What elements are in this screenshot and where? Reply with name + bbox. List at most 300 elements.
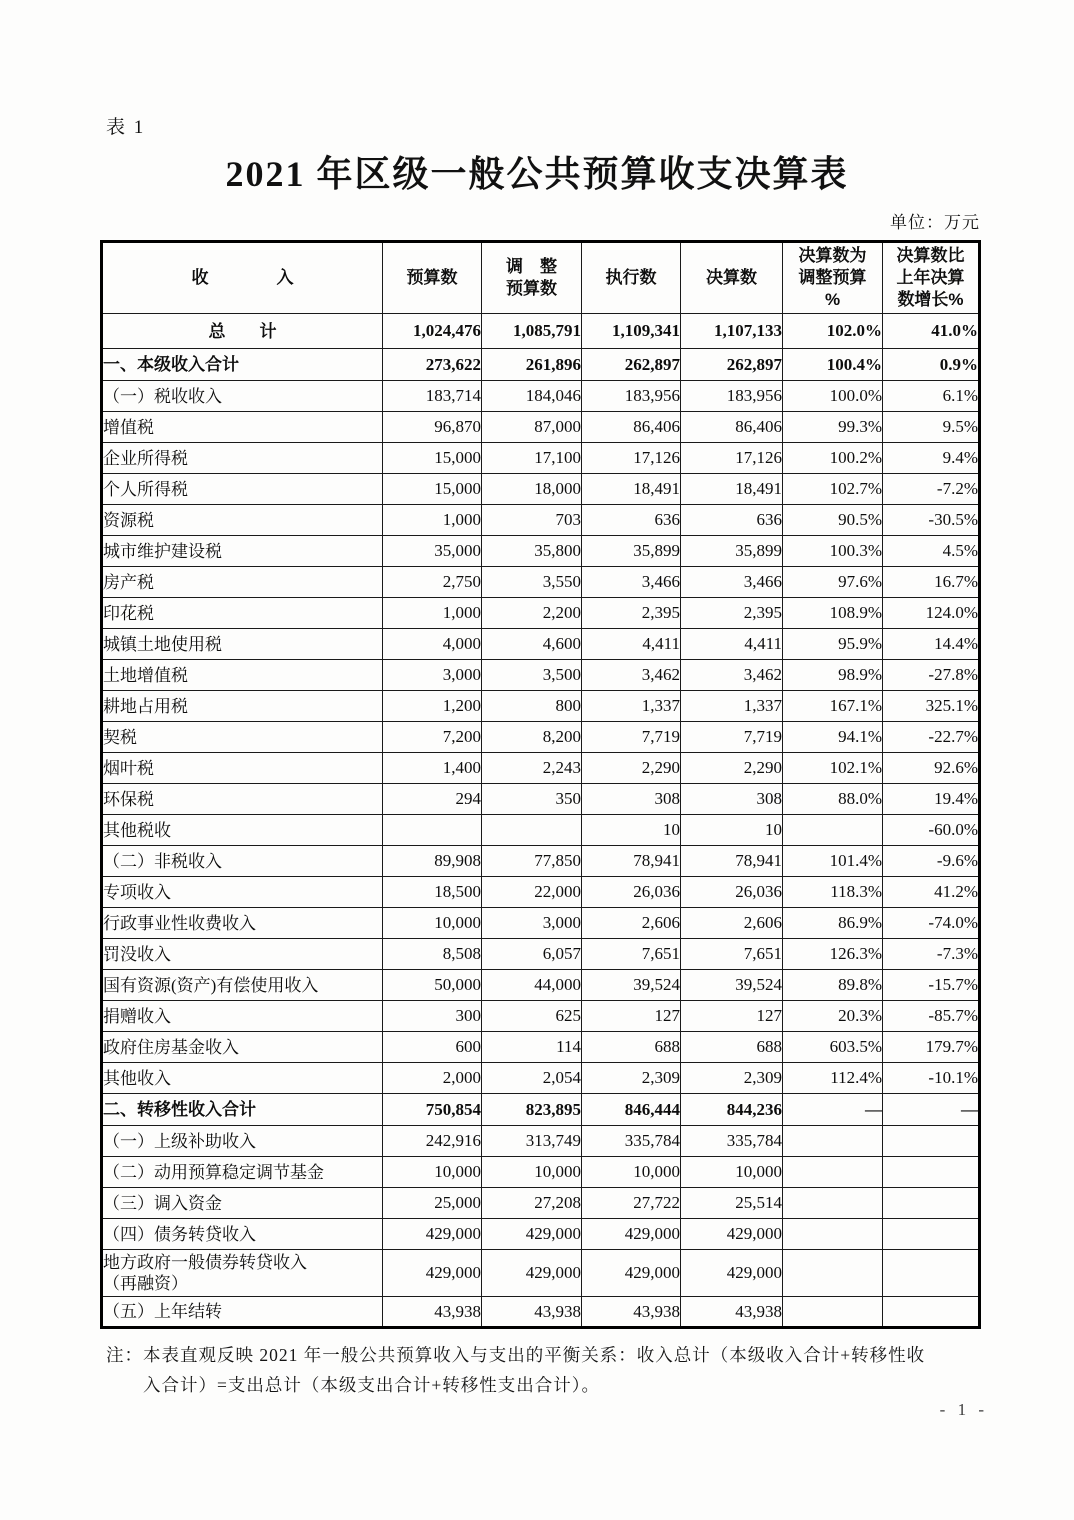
unit-label: 单位：万元	[890, 213, 980, 232]
column-header-line: 调 整	[506, 257, 557, 276]
value-cell	[783, 815, 883, 846]
column-header-line: 决算数为	[798, 246, 867, 265]
value-cell: -85.7%	[883, 1001, 980, 1032]
value-cell: 636	[681, 505, 783, 536]
table-row	[102, 349, 980, 381]
value-cell: 17,100	[482, 443, 582, 474]
value-cell: 18,000	[482, 474, 582, 505]
value-cell: 4,600	[482, 629, 582, 660]
value-cell: 2,606	[681, 908, 783, 939]
value-cell: 429,000	[482, 1250, 582, 1297]
value-cell: 86.9%	[783, 908, 883, 939]
row-label-cell	[102, 1250, 383, 1297]
row-label: （二）非税收入	[103, 851, 222, 871]
row-label-cell	[102, 970, 383, 1001]
row-label-cell	[102, 846, 383, 877]
row-label: 城市维护建设税	[103, 541, 222, 561]
value-cell: 17,126	[582, 443, 681, 474]
value-cell: 846,444	[582, 1094, 681, 1126]
row-label: 烟叶税	[103, 758, 154, 778]
table-row	[102, 1126, 980, 1157]
value-cell	[783, 1250, 883, 1297]
row-label-cell	[102, 939, 383, 970]
value-cell: 800	[482, 691, 582, 722]
column-header-line: %	[824, 290, 841, 309]
row-label: 地方政府一般债券转贷收入	[103, 1253, 307, 1272]
column-header-line: 调整预算	[798, 268, 867, 287]
value-cell: 78,941	[681, 846, 783, 877]
value-cell: 2,290	[681, 753, 783, 784]
value-cell: 300	[383, 1001, 482, 1032]
table-row	[102, 1032, 980, 1063]
value-cell: -7.2%	[883, 474, 980, 505]
value-cell: 9.4%	[883, 443, 980, 474]
value-cell: 2,290	[582, 753, 681, 784]
column-header	[482, 242, 582, 314]
row-label-cell	[102, 567, 383, 598]
row-label: 房产税	[103, 572, 154, 592]
value-cell: 50,000	[383, 970, 482, 1001]
value-cell: 4,411	[582, 629, 681, 660]
column-header-line: 决算数	[706, 268, 757, 287]
value-cell: 87,000	[482, 412, 582, 443]
row-label-cell	[102, 1063, 383, 1094]
table-row	[102, 505, 980, 536]
table-row	[102, 1094, 980, 1126]
value-cell: 429,000	[582, 1250, 681, 1297]
value-cell: 0.9%	[883, 349, 980, 381]
value-cell	[783, 1157, 883, 1188]
value-cell: 3,466	[582, 567, 681, 598]
value-cell	[883, 1188, 980, 1219]
row-label-cell	[102, 753, 383, 784]
value-cell: 2,000	[383, 1063, 482, 1094]
value-cell: 3,466	[681, 567, 783, 598]
row-label-cell	[102, 381, 383, 412]
row-label-cell	[102, 1297, 383, 1328]
table-row	[102, 660, 980, 691]
row-label-cell	[102, 443, 383, 474]
table-row	[102, 877, 980, 908]
row-label: 行政事业性收费收入	[103, 913, 256, 933]
value-cell: 112.4%	[783, 1063, 883, 1094]
row-label: 企业所得税	[103, 448, 188, 468]
footnote	[106, 1340, 992, 1400]
value-cell: 1,337	[582, 691, 681, 722]
value-cell: 7,651	[681, 939, 783, 970]
value-cell: 1,024,476	[383, 314, 482, 349]
row-label: （再融资）	[103, 1274, 188, 1293]
table-row	[102, 815, 980, 846]
value-cell: 100.2%	[783, 443, 883, 474]
value-cell: 1,400	[383, 753, 482, 784]
value-cell: 17,126	[681, 443, 783, 474]
value-cell: 43,938	[582, 1297, 681, 1328]
value-cell: -27.8%	[883, 660, 980, 691]
column-header-line: 执行数	[605, 268, 657, 287]
value-cell: 35,899	[681, 536, 783, 567]
table-row	[102, 1157, 980, 1188]
value-cell: 313,749	[482, 1126, 582, 1157]
column-header	[383, 242, 482, 314]
value-cell	[783, 1126, 883, 1157]
row-label-cell	[102, 691, 383, 722]
value-cell: 35,899	[582, 536, 681, 567]
value-cell: 1,200	[383, 691, 482, 722]
row-label-cell	[102, 1001, 383, 1032]
value-cell: 15,000	[383, 443, 482, 474]
table-row	[102, 443, 980, 474]
column-header-line: 决算数比	[896, 246, 965, 265]
value-cell: 167.1%	[783, 691, 883, 722]
value-cell: 7,719	[681, 722, 783, 753]
value-cell: 126.3%	[783, 939, 883, 970]
value-cell: 43,938	[681, 1297, 783, 1328]
value-cell: 429,000	[582, 1219, 681, 1250]
value-cell: 3,500	[482, 660, 582, 691]
value-cell: -74.0%	[883, 908, 980, 939]
row-label-cell	[102, 1188, 383, 1219]
value-cell: 325.1%	[883, 691, 980, 722]
value-cell: 97.6%	[783, 567, 883, 598]
value-cell	[783, 1188, 883, 1219]
table-row	[102, 381, 980, 412]
value-cell: 8,508	[383, 939, 482, 970]
value-cell: 335,784	[582, 1126, 681, 1157]
value-cell: 429,000	[681, 1219, 783, 1250]
footnote-line: 入合计）=支出总计（本级支出合计+转移性支出合计）。	[143, 1375, 600, 1395]
value-cell: 603.5%	[783, 1032, 883, 1063]
value-cell: 179.7%	[883, 1032, 980, 1063]
row-label-cell	[102, 1157, 383, 1188]
value-cell: 273,622	[383, 349, 482, 381]
value-cell: 6,057	[482, 939, 582, 970]
value-cell: 2,750	[383, 567, 482, 598]
value-cell: 4,000	[383, 629, 482, 660]
value-cell: 43,938	[482, 1297, 582, 1328]
value-cell: 750,854	[383, 1094, 482, 1126]
value-cell: 261,896	[482, 349, 582, 381]
value-cell: 15,000	[383, 474, 482, 505]
value-cell	[883, 1250, 980, 1297]
row-label: （五）上年结转	[103, 1302, 222, 1321]
table-head	[102, 242, 980, 314]
value-cell	[883, 1219, 980, 1250]
value-cell: 3,462	[681, 660, 783, 691]
value-cell: -9.6%	[883, 846, 980, 877]
value-cell	[883, 1126, 980, 1157]
value-cell: -10.1%	[883, 1063, 980, 1094]
value-cell: 335,784	[681, 1126, 783, 1157]
row-label: 二、转移性收入合计	[103, 1100, 256, 1119]
value-cell: 308	[681, 784, 783, 815]
value-cell: 262,897	[681, 349, 783, 381]
value-cell: 100.3%	[783, 536, 883, 567]
value-cell: 19.4%	[883, 784, 980, 815]
value-cell: 26,036	[681, 877, 783, 908]
value-cell: 294	[383, 784, 482, 815]
table-row	[102, 970, 980, 1001]
value-cell: 102.0%	[783, 314, 883, 349]
value-cell: 429,000	[482, 1219, 582, 1250]
value-cell: 10,000	[582, 1157, 681, 1188]
value-cell: 102.7%	[783, 474, 883, 505]
row-label-cell	[102, 629, 383, 660]
value-cell: 183,714	[383, 381, 482, 412]
table-row	[102, 314, 980, 349]
value-cell	[482, 815, 582, 846]
row-label: 罚没收入	[103, 944, 171, 964]
table-row	[102, 722, 980, 753]
value-cell: -30.5%	[883, 505, 980, 536]
table-row	[102, 536, 980, 567]
value-cell: 10	[681, 815, 783, 846]
value-cell: 2,395	[681, 598, 783, 629]
value-cell: 10,000	[482, 1157, 582, 1188]
table-row	[102, 629, 980, 660]
column-header	[681, 242, 783, 314]
value-cell: 3,000	[383, 660, 482, 691]
value-cell: -7.3%	[883, 939, 980, 970]
value-cell: 98.9%	[783, 660, 883, 691]
row-label: 城镇土地使用税	[103, 634, 222, 654]
value-cell: 10,000	[383, 908, 482, 939]
value-cell	[783, 1219, 883, 1250]
value-cell: 183,956	[582, 381, 681, 412]
value-cell: 262,897	[582, 349, 681, 381]
row-label: 国有资源(资产)有偿使用收入	[103, 975, 319, 995]
value-cell: 86,406	[681, 412, 783, 443]
value-cell: 95.9%	[783, 629, 883, 660]
value-cell: 7,651	[582, 939, 681, 970]
row-label-cell	[102, 505, 383, 536]
table-row	[102, 1297, 980, 1328]
row-label-cell	[102, 877, 383, 908]
table-row	[102, 908, 980, 939]
value-cell	[383, 815, 482, 846]
value-cell: 2,309	[681, 1063, 783, 1094]
value-cell: 100.0%	[783, 381, 883, 412]
value-cell: 127	[681, 1001, 783, 1032]
table-number-label: 表 1	[106, 117, 146, 138]
value-cell: 127	[582, 1001, 681, 1032]
table-row	[102, 1063, 980, 1094]
table-row	[102, 784, 980, 815]
value-cell: 16.7%	[883, 567, 980, 598]
value-cell: 1,085,791	[482, 314, 582, 349]
row-label-cell	[102, 1126, 383, 1157]
value-cell: 18,491	[582, 474, 681, 505]
value-cell: 39,524	[582, 970, 681, 1001]
row-label-cell	[102, 314, 383, 349]
row-label-cell	[102, 1094, 383, 1126]
value-cell: 10	[582, 815, 681, 846]
value-cell: 44,000	[482, 970, 582, 1001]
row-label: 捐赠收入	[103, 1006, 171, 1026]
value-cell: -15.7%	[883, 970, 980, 1001]
value-cell: 26,036	[582, 877, 681, 908]
row-label: 增值税	[103, 417, 154, 437]
value-cell: 600	[383, 1032, 482, 1063]
value-cell: 124.0%	[883, 598, 980, 629]
value-cell: 96,870	[383, 412, 482, 443]
value-cell: 10,000	[383, 1157, 482, 1188]
value-cell: 183,956	[681, 381, 783, 412]
value-cell: 4,411	[681, 629, 783, 660]
column-header-line: 收 入	[191, 268, 294, 287]
column-header	[582, 242, 681, 314]
row-label-cell	[102, 722, 383, 753]
table-row	[102, 474, 980, 505]
value-cell: 625	[482, 1001, 582, 1032]
table-row	[102, 1219, 980, 1250]
value-cell: 14.4%	[883, 629, 980, 660]
row-label-cell	[102, 1032, 383, 1063]
row-label: 契税	[103, 727, 137, 747]
value-cell: 102.1%	[783, 753, 883, 784]
row-label: 总 计	[208, 321, 277, 341]
row-label: （一）上级补助收入	[103, 1131, 256, 1151]
value-cell: -60.0%	[883, 815, 980, 846]
value-cell: 35,800	[482, 536, 582, 567]
value-cell: 35,000	[383, 536, 482, 567]
row-label: 土地增值税	[103, 665, 188, 685]
value-cell: 10,000	[681, 1157, 783, 1188]
row-label: 印花税	[103, 603, 154, 623]
value-cell: 18,491	[681, 474, 783, 505]
row-label-cell	[102, 349, 383, 381]
column-header	[883, 242, 980, 314]
value-cell: 27,722	[582, 1188, 681, 1219]
value-cell: 2,309	[582, 1063, 681, 1094]
value-cell: 86,406	[582, 412, 681, 443]
value-cell: —	[783, 1094, 883, 1126]
value-cell: 25,514	[681, 1188, 783, 1219]
table-row	[102, 567, 980, 598]
value-cell: 114	[482, 1032, 582, 1063]
value-cell: 18,500	[383, 877, 482, 908]
row-label-cell	[102, 598, 383, 629]
value-cell	[883, 1157, 980, 1188]
column-header	[102, 242, 383, 314]
table-row	[102, 1001, 980, 1032]
row-label: 资源税	[103, 510, 154, 530]
footnote-body	[143, 1340, 992, 1400]
row-label-cell	[102, 815, 383, 846]
value-cell: 108.9%	[783, 598, 883, 629]
value-cell: 2,054	[482, 1063, 582, 1094]
value-cell: 94.1%	[783, 722, 883, 753]
value-cell: 2,200	[482, 598, 582, 629]
value-cell: 688	[582, 1032, 681, 1063]
value-cell: 308	[582, 784, 681, 815]
budget-table	[100, 240, 981, 1329]
value-cell: 242,916	[383, 1126, 482, 1157]
footnote-prefix: 注：	[106, 1345, 143, 1365]
column-header-line: 预算数	[406, 268, 458, 287]
value-cell: 89,908	[383, 846, 482, 877]
value-cell: 9.5%	[883, 412, 980, 443]
row-label-cell	[102, 474, 383, 505]
value-cell: 703	[482, 505, 582, 536]
value-cell: 844,236	[681, 1094, 783, 1126]
row-label: （四）债务转贷收入	[103, 1224, 256, 1244]
row-label: 个人所得税	[103, 479, 188, 499]
page-title: 2021 年区级一般公共预算收支决算表	[225, 154, 849, 194]
value-cell: 1,000	[383, 598, 482, 629]
value-cell: 100.4%	[783, 349, 883, 381]
value-cell: —	[883, 1094, 980, 1126]
row-label: （二）动用预算稳定调节基金	[103, 1162, 324, 1182]
value-cell: 99.3%	[783, 412, 883, 443]
value-cell: 78,941	[582, 846, 681, 877]
value-cell: 1,000	[383, 505, 482, 536]
value-cell: 1,107,133	[681, 314, 783, 349]
column-header-line: 上年决算	[896, 268, 965, 287]
value-cell: 43,938	[383, 1297, 482, 1328]
value-cell: 688	[681, 1032, 783, 1063]
row-label: （一）税收收入	[103, 386, 222, 406]
value-cell: 429,000	[383, 1250, 482, 1297]
value-cell: 6.1%	[883, 381, 980, 412]
row-label: 专项收入	[103, 882, 171, 902]
row-label: 其他税收	[103, 820, 171, 840]
table-row	[102, 846, 980, 877]
value-cell: 101.4%	[783, 846, 883, 877]
footnote-line: 本表直观反映 2021 年一般公共预算收入与支出的平衡关系：收入总计（本级收入合计+转移性收	[143, 1345, 926, 1365]
value-cell: 1,109,341	[582, 314, 681, 349]
value-cell: 350	[482, 784, 582, 815]
value-cell: 429,000	[383, 1219, 482, 1250]
value-cell: -22.7%	[883, 722, 980, 753]
value-cell: 7,719	[582, 722, 681, 753]
value-cell	[783, 1297, 883, 1328]
value-cell: 3,462	[582, 660, 681, 691]
value-cell: 41.2%	[883, 877, 980, 908]
row-label-cell	[102, 908, 383, 939]
value-cell: 88.0%	[783, 784, 883, 815]
value-cell: 7,200	[383, 722, 482, 753]
value-cell	[883, 1297, 980, 1328]
value-cell: 184,046	[482, 381, 582, 412]
value-cell: 92.6%	[883, 753, 980, 784]
value-cell: 3,550	[482, 567, 582, 598]
row-label: 一、本级收入合计	[103, 355, 239, 374]
row-label: 环保税	[103, 789, 154, 809]
row-label-cell	[102, 784, 383, 815]
row-label: （三）调入资金	[103, 1193, 222, 1213]
value-cell: 4.5%	[883, 536, 980, 567]
table-row	[102, 1250, 980, 1297]
value-cell: 636	[582, 505, 681, 536]
row-label-cell	[102, 536, 383, 567]
value-cell: 27,208	[482, 1188, 582, 1219]
table-row	[102, 691, 980, 722]
row-label: 政府住房基金收入	[103, 1037, 239, 1057]
value-cell: 89.8%	[783, 970, 883, 1001]
table-row	[102, 412, 980, 443]
value-cell: 39,524	[681, 970, 783, 1001]
table-row	[102, 939, 980, 970]
value-cell: 3,000	[482, 908, 582, 939]
column-header-line: 预算数	[506, 279, 557, 298]
row-label-cell	[102, 412, 383, 443]
value-cell: 22,000	[482, 877, 582, 908]
column-header	[783, 242, 883, 314]
table-row	[102, 1188, 980, 1219]
value-cell: 2,243	[482, 753, 582, 784]
row-label: 其他收入	[103, 1068, 171, 1088]
